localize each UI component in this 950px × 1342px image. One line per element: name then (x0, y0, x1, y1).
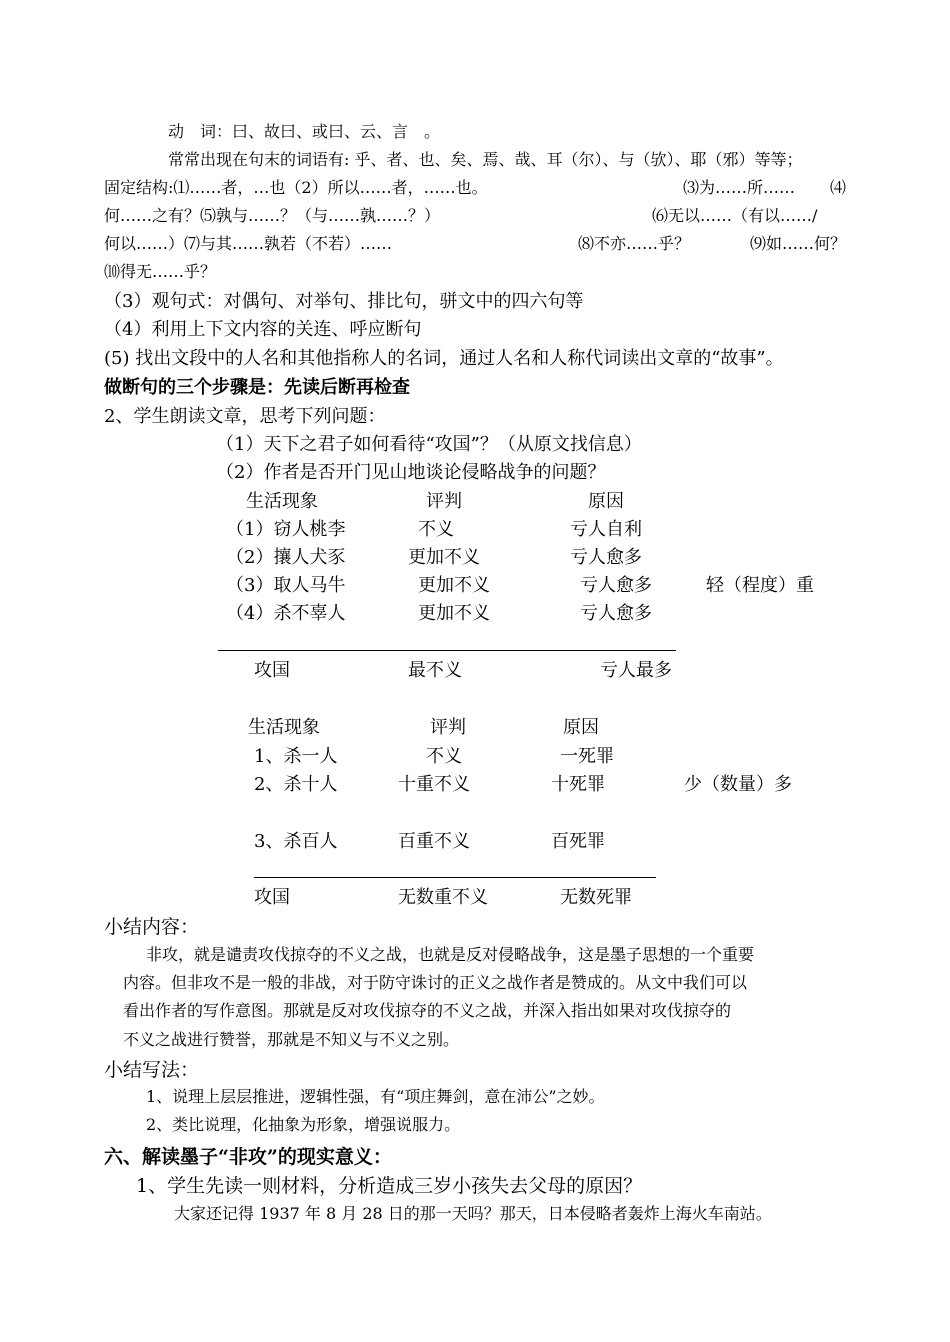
table2-row-3-reason: 百死罪 (551, 831, 605, 852)
fixed-structure-line-3: 何以……）⑺与其……孰若（不若）…… (104, 234, 393, 253)
section-6-material: 大家还记得 1937 年 8 月 28 日的那一天吗？那天，日本侵略者轰炸上海火车南站。 (174, 1204, 772, 1223)
table2-header-judgement: 评判 (430, 717, 466, 738)
question-2: （2）作者是否开门见山地谈论侵略战争的问题？ (216, 462, 606, 483)
table2-divider (254, 877, 656, 878)
question-1: （1）天下之君子如何看待“攻国”？（从原文找信息） (216, 434, 642, 455)
table1-row-4-reason: 亏人愈多 (580, 603, 652, 624)
table1-row-3-phenomenon: （3）取人马牛 (226, 575, 346, 596)
summary-content-line-3: 看出作者的写作意图。那就是反对攻伐掠夺的不义之战，并深入指出如果对攻伐掠夺的 (123, 1001, 732, 1020)
summary-writing-item-2: 2、类比说理，化抽象为形象，增强说服力。 (146, 1115, 461, 1134)
summary-content-line-2: 内容。但非攻不是一般的非战，对于防守诛讨的正义之战作者是赞成的。从文中我们可以 (123, 973, 748, 992)
table1-total-reason: 亏人最多 (600, 660, 672, 681)
summary-content-heading: 小结内容： (104, 916, 200, 938)
three-steps-heading: 做断句的三个步骤是：先读后断再检查 (104, 377, 410, 398)
table1-total-phenomenon: 攻国 (254, 660, 290, 681)
table1-row-2-phenomenon: （2）攘人犬豕 (226, 547, 346, 568)
verbs-line: 动 词：曰、故曰、或曰、云、言 。 (168, 122, 441, 141)
method-5: (5) 找出文段中的人名和其他指称人的名词，通过人名和人称代词读出文章的“故事”。 (104, 348, 784, 369)
summary-writing-item-1: 1、说理上层层推进，逻辑性强，有“项庄舞剑，意在沛公”之妙。 (146, 1087, 605, 1106)
table1-row-3-judgement: 更加不义 (418, 575, 490, 596)
table2-row-1-judgement: 不义 (426, 746, 462, 767)
table2-row-3-phenomenon: 3、杀百人 (254, 831, 338, 852)
table1-side-note: 轻（程度）重 (706, 575, 814, 596)
summary-content-line-1: 非攻，就是谴责攻伐掠夺的不义之战，也就是反对侵略战争，这是墨子思想的一个重要 (146, 945, 755, 964)
table1-divider (218, 650, 676, 651)
table2-side-note: 少（数量）多 (684, 774, 792, 795)
table1-row-2-judgement: 更加不义 (408, 547, 480, 568)
fixed-structure-4-marker: ⑷ (830, 178, 847, 197)
table1-header-reason: 原因 (588, 491, 624, 512)
section-6-heading: 六、解读墨子“非攻”的现实意义： (104, 1146, 392, 1168)
task-2: 2、学生朗读文章，思考下列问题： (104, 406, 386, 427)
table1-row-1-phenomenon: （1）窃人桃李 (226, 519, 346, 540)
fixed-structure-line-2: 何……之有？⑸孰与……？（与……孰……？） (104, 206, 441, 225)
fixed-structure-6: ⑹无以……（有以……/ (652, 206, 818, 225)
table2-row-3-judgement: 百重不义 (398, 831, 470, 852)
table2-row-2-reason: 十死罪 (551, 774, 605, 795)
table1-row-1-reason: 亏人自利 (570, 519, 642, 540)
table2-header-phenomenon: 生活现象 (248, 717, 320, 738)
table2-row-2-phenomenon: 2、杀十人 (254, 774, 338, 795)
table2-total-phenomenon: 攻国 (254, 887, 290, 908)
fixed-structure-3: ⑶为……所…… (683, 178, 796, 197)
fixed-structure-line-1: 固定结构:⑴……者，…也（2）所以……者，……也。 (104, 178, 488, 197)
table1-header-phenomenon: 生活现象 (246, 491, 318, 512)
fixed-structure-10: ⑽得无……乎？ (104, 262, 217, 281)
fixed-structure-8: ⑻不亦……乎？ (578, 234, 691, 253)
table1-row-2-reason: 亏人愈多 (570, 547, 642, 568)
section-6-task-1: 1、学生先读一则材料，分析造成三岁小孩失去父母的原因？ (136, 1175, 643, 1197)
table2-header-reason: 原因 (563, 717, 599, 738)
table2-row-1-phenomenon: 1、杀一人 (254, 746, 338, 767)
table1-row-4-judgement: 更加不义 (418, 603, 490, 624)
method-3: （3）观句式：对偶句、对举句、排比句，骈文中的四六句等 (104, 291, 584, 312)
table1-header-judgement: 评判 (426, 491, 462, 512)
table2-total-judgement: 无数重不义 (398, 887, 488, 908)
table2-total-reason: 无数死罪 (560, 887, 632, 908)
table1-row-3-reason: 亏人愈多 (580, 575, 652, 596)
table2-row-1-reason: 一死罪 (560, 746, 614, 767)
table1-total-judgement: 最不义 (408, 660, 462, 681)
fixed-structure-9: ⑼如……何？ (750, 234, 847, 253)
table1-row-1-judgement: 不义 (418, 519, 454, 540)
table2-row-2-judgement: 十重不义 (398, 774, 470, 795)
summary-content-line-4: 不义之战进行赞誉，那就是不知义与不义之别。 (123, 1030, 460, 1049)
summary-writing-heading: 小结写法： (104, 1059, 200, 1081)
table1-row-4-phenomenon: （4）杀不辜人 (226, 603, 346, 624)
particles-line: 常常出现在句末的词语有: 乎、者、也、矣、焉、哉、耳（尔）、与（欤）、耶（邪）等等； (168, 150, 803, 169)
method-4: （4）利用上下文内容的关连、呼应断句 (104, 319, 422, 340)
